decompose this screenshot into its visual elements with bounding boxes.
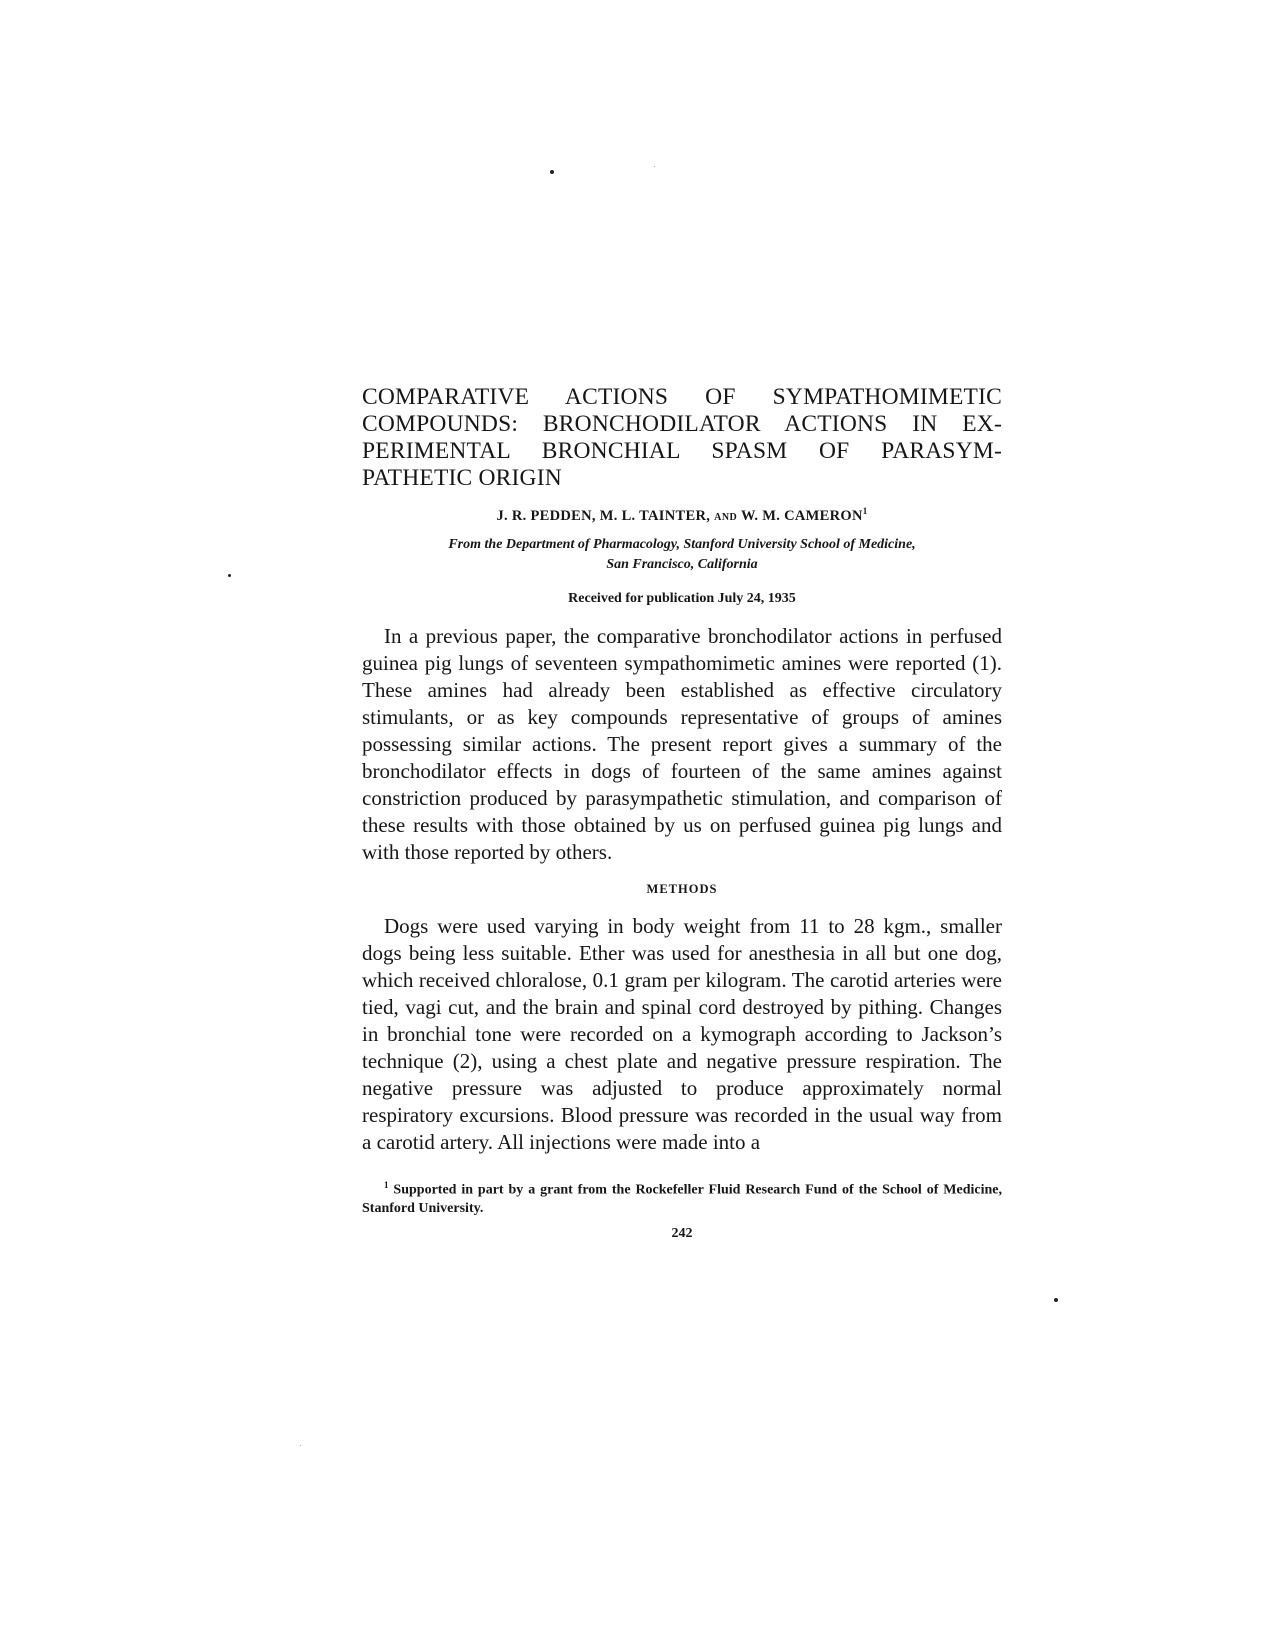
methods-heading: METHODS [646,881,718,896]
methods-paragraph: Dogs were used varying in body weight from 11 to 28 kgm., smaller dogs being less suitable. Ether was used for anesthesia in all but one dog, which received chloralose, 0.1 gram per kilogram. The carotid arteries were tied, vagi cut, and the brain and spinal cord destroyed by pithing. Changes in bronchial tone were recorded on a kymograph according to Jackson’s technique (2), using a chest plate and negative pressure respiration. The negative pressure was adjusted to produce approximately normal respiratory excursions. Blood pressure was recorded in the usual way from a carotid artery. All injections were made into a [362,913,1002,1154]
scan-speck [300,1445,301,1446]
text-column [362,384,1002,1242]
footnote-mark: 1 [384,1179,389,1190]
scan-speck [228,574,231,577]
author-list [362,506,1002,525]
footnote-text: Supported in part by a grant from the Rockefeller Fluid Research Fund of the School of Medicine, Stanford University. [362,1182,1003,1217]
authors-main: J. R. PEDDEN, M. L. TAINTER, [496,507,711,524]
article-title [362,384,1002,492]
affiliation-line: From the Department of Pharmacology, Stanford University School of Medicine, [448,536,916,552]
scan-speck [550,170,554,174]
affiliation-line: San Francisco, California [606,556,758,572]
scan-speck [1054,1298,1058,1302]
received-date: Received for publication July 24, 1935 [568,590,796,606]
title-line: PATHETIC ORIGIN [362,465,562,491]
footnote [362,1176,1002,1219]
authors-last: W. M. CAMERON [740,507,863,524]
title-line: PERIMENTAL BRONCHIAL SPASM OF PARASYM- [362,438,1002,464]
author-footnote-mark: 1 [862,506,868,516]
scan-speck [654,166,655,167]
title-line: COMPARATIVE ACTIONS OF SYMPATHOMIMETIC [362,384,1002,410]
affiliation [362,535,1002,575]
title-line: COMPOUNDS: BRONCHODILATOR ACTIONS IN EX- [362,411,1002,437]
intro-paragraph: In a previous paper, the comparative bronchodilator actions in perfused guinea pig lungs of seventeen sympathomimetic amines were reported (1). These amines had already been established as effective circulatory stimulants, or as key compounds representative of groups of amines possessing similar actions. The present report gives a summary of the bronchodilator effects in dogs of fourteen of the same amines against constriction produced by parasympathetic stimulation, and comparison of these results with those obtained by us on perfused guinea pig lungs and with those reported by others. [362,623,1002,864]
page-number: 242 [671,1226,693,1242]
authors-and: AND [714,511,738,523]
